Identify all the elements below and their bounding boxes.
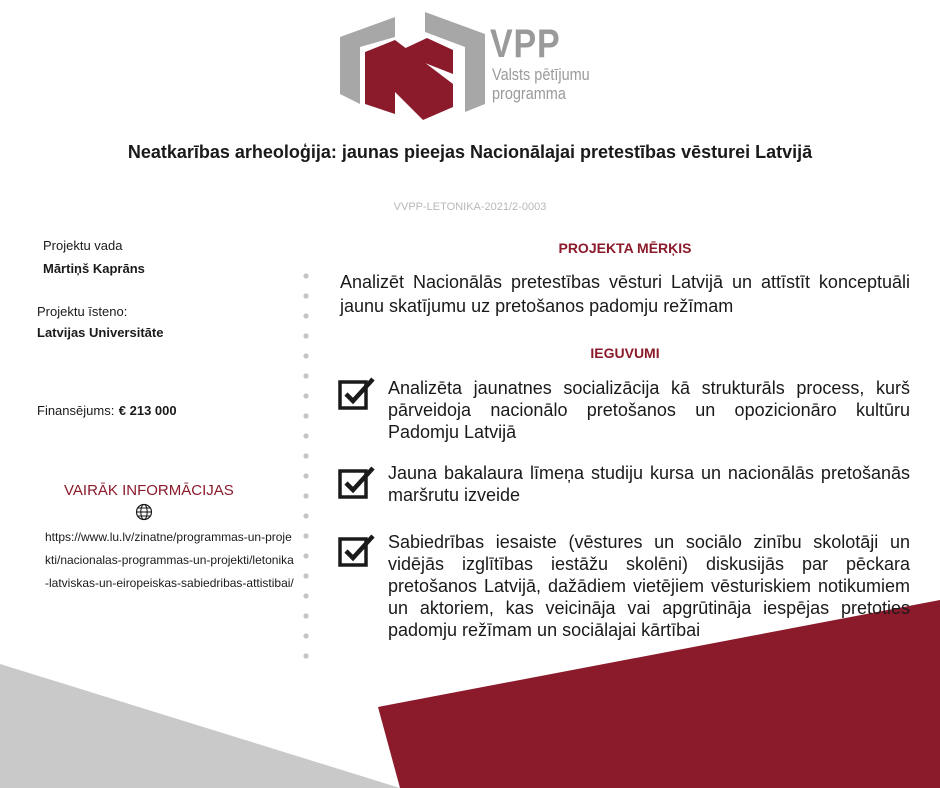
funding-label: Finansējums:	[37, 403, 115, 418]
result-item: Sabiedrības iesaiste (vēstures un sociālo zinību skolotāji un vidējās izglītības iestāžu skolēni) diskusijās par pēckara pretošanos Latvijā, dažādiem vietējiem vēsturiskiem notikumiem un aktoriem, kas veicināja vai apgrūtināja iespējas pretoties padomju režīmam un sociālajai kārtībai	[388, 532, 910, 640]
checkbox-checked-icon	[338, 376, 376, 410]
leader-label: Projektu vada	[43, 238, 123, 253]
checkbox-checked-icon	[338, 465, 376, 499]
implementer-label: Projektu īsteno:	[37, 304, 128, 319]
implementer-name: Latvijas Universitāte	[37, 325, 164, 340]
page-title: Neatkarības arheoloģija: jaunas pieejas Nacionālajai pretestības vēsturei Latvijā	[127, 142, 813, 162]
logo-subtitle-line2: programma	[492, 84, 566, 103]
funding-value: € 213 000	[118, 403, 177, 418]
checkbox-checked-icon	[338, 533, 376, 567]
funding	[37, 402, 177, 420]
more-info-link[interactable]: https://www.lu.lv/zinatne/programmas-un-projekti/nacionalas-programmas-un-projekti/letonika-latviskas-un-eiropeiskas-sabiedribas-attistibai/	[45, 530, 294, 590]
results-heading: IEGUVUMI	[590, 345, 660, 361]
logo-wordmark: VPP	[490, 22, 561, 66]
logo-subtitle-line1: Valsts pētījumu	[492, 65, 590, 84]
more-info-title: VAIRĀK INFORMĀCIJAS	[64, 482, 234, 499]
result-item: Analizēta jaunatnes socializācija kā strukturāls process, kurš pārveidoja nacionālo pretošanos un opozicionāro kultūru Padomju Latvijā	[388, 378, 910, 442]
globe-icon	[135, 503, 153, 521]
leader-name: Mārtiņš Kaprāns	[43, 261, 145, 276]
dotted-divider	[302, 273, 310, 673]
gray-wedge	[0, 664, 400, 788]
goal-heading: PROJEKTA MĒRĶIS	[558, 240, 692, 256]
result-item: Jauna bakalaura līmeņa studiju kursa un nacionālās pretošanās maršrutu izveide	[388, 463, 910, 505]
project-id: VVPP-LETONIKA-2021/2-0003	[393, 201, 547, 213]
goal-text: Analizēt Nacionālās pretestības vēsturi Latvijā un attīstīt konceptuāli jaunu skatījumu uz pretošanos padomju režīmam	[340, 272, 910, 316]
